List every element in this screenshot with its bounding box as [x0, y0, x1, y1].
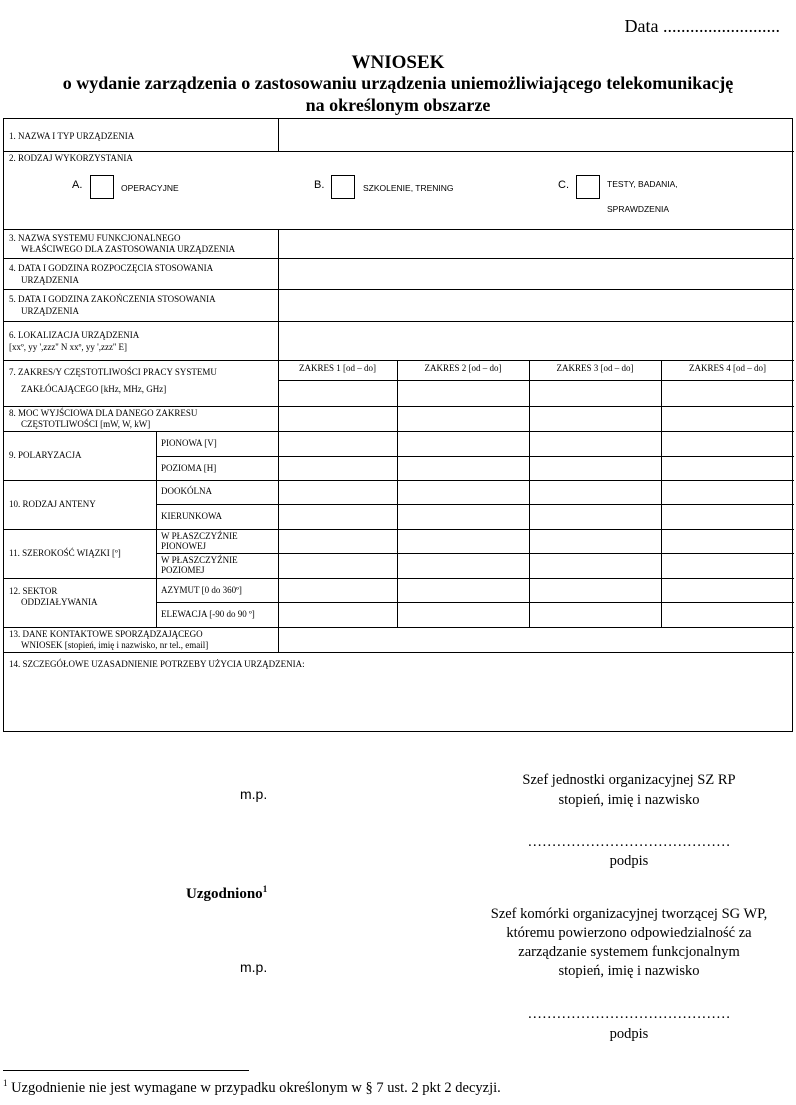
signatory1-title: Szef jednostki organizacyjnej SZ RP	[522, 772, 736, 788]
signatory2-title-line3: zarządzanie systemem funkcjonalnym	[518, 944, 740, 960]
option-c-letter: C.	[558, 179, 569, 191]
option-c-label-line1: TESTY, BADANIA,	[607, 179, 678, 189]
column-divider	[661, 360, 662, 627]
row-divider	[4, 321, 794, 322]
row5-label-line2: URZĄDZENIA	[21, 306, 79, 316]
option-a-label: OPERACYJNE	[121, 183, 179, 193]
row-divider	[4, 529, 794, 530]
row6-label-line2: [xxº, yy ',zzz'' N xxº, yy ',zzz'' E]	[9, 342, 128, 352]
signatory2-title-line1: Szef komórki organizacyjnej tworzącej SG WP,	[490, 906, 768, 922]
row12-azimuth-label: AZYMUT [0 do 360º]	[161, 585, 242, 595]
row-divider	[4, 406, 794, 407]
row-divider	[278, 380, 794, 381]
row12-label-line2: ODDZIAŁYWANIA	[21, 597, 98, 607]
signatory1-rank-name: stopień, imię i nazwisko	[558, 792, 700, 808]
row4-label-line1: 4. DATA I GODZINA ROZPOCZĘCIA STOSOWANIA	[9, 263, 214, 273]
row-divider	[4, 258, 794, 259]
signature-line-1: ……………………………………	[527, 834, 731, 850]
row3-label-line1: 3. NAZWA SYSTEMU FUNKCJONALNEGO	[9, 233, 181, 243]
zakres-2-header: ZAKRES 2 [od – do]	[424, 363, 502, 373]
row-divider	[4, 627, 794, 628]
signature-caption-2: podpis	[609, 1026, 649, 1042]
row-divider	[156, 504, 794, 505]
document-subtitle-line2: na określonym obszarze	[305, 95, 491, 115]
option-c-checkbox[interactable]	[576, 175, 600, 199]
column-divider	[529, 360, 530, 627]
agreed-heading: Uzgodniono$^1$	[186, 884, 268, 902]
row12-elevation-label: ELEWACJA [-90 do 90 º]	[161, 609, 255, 619]
row1-label: 1. NAZWA I TYP URZĄDZENIA	[9, 131, 135, 141]
row12-label-line1: 12. SEKTOR	[9, 586, 58, 596]
column-divider	[156, 431, 157, 627]
signature-caption-1: podpis	[609, 853, 649, 869]
option-b-checkbox[interactable]	[331, 175, 355, 199]
row7-label-line1: 7. ZAKRES/Y CZĘSTOTLIWOŚCI PRACY SYSTEMU	[9, 367, 217, 377]
row6-label-line1: 6. LOKALIZACJA URZĄDZENIA	[9, 330, 140, 340]
row-divider	[4, 289, 794, 290]
signatory2-rank-name: stopień, imię i nazwisko	[558, 963, 700, 979]
date-field-label: Data ..........................	[624, 16, 780, 36]
footnote: $^1$ Uzgodnienie nie jest wymagane w przypadku określonym w § 7 ust. 2 pkt 2 decyzji.	[3, 1078, 501, 1096]
option-a-checkbox[interactable]	[90, 175, 114, 199]
application-form-table	[3, 118, 793, 732]
signature-line-2: ……………………………………	[527, 1006, 731, 1022]
row13-label-line1: 13. DANE KONTAKTOWE SPORZĄDZAJĄCEGO	[9, 629, 203, 639]
option-a-letter: A.	[72, 179, 83, 191]
row5-label-line1: 5. DATA I GODZINA ZAKOŃCZENIA STOSOWANIA	[9, 294, 216, 304]
column-divider	[278, 119, 279, 151]
row7-label-line2: ZAKŁÓCAJĄCEGO [kHz, MHz, GHz]	[21, 384, 167, 394]
row-divider	[4, 431, 794, 432]
row11-vertical-label-line2: PIONOWEJ	[161, 541, 206, 551]
row11-horizontal-label-line2: POZIOMEJ	[161, 565, 205, 575]
row11-label: 11. SZEROKOŚĆ WIĄZKI [º]	[9, 548, 121, 558]
row2-label: 2. RODZAJ WYKORZYSTANIA	[9, 153, 133, 163]
row8-label-line2: CZĘSTOTLIWOŚCI [mW, W, kW]	[21, 419, 151, 429]
row-divider	[156, 553, 794, 554]
row14-label: 14. SZCZEGÓŁOWE UZASADNIENIE POTRZEBY UŻYCIA URZĄDZENIA:	[9, 659, 305, 669]
row9-label: 9. POLARYZACJA	[9, 450, 82, 460]
zakres-1-header: ZAKRES 1 [od – do]	[299, 363, 376, 373]
row4-label-line2: URZĄDZENIA	[21, 275, 79, 285]
document-title: WNIOSEK	[351, 52, 445, 73]
row11-vertical-label-line1: W PŁASZCZYŹNIE	[161, 531, 238, 541]
row3-label-line2: WŁAŚCIWEGO DLA ZASTOSOWANIA URZĄDZENIA	[21, 244, 236, 254]
option-b-letter: B.	[314, 179, 325, 191]
row-divider	[4, 480, 794, 481]
row9-horizontal-label: POZIOMA [H]	[161, 463, 217, 473]
stamp-placeholder-1: m.p.	[240, 786, 268, 802]
row-divider	[156, 456, 794, 457]
zakres-3-header: ZAKRES 3 [od – do]	[556, 363, 634, 373]
row-divider	[4, 229, 794, 230]
stamp-placeholder-2: m.p.	[240, 959, 268, 975]
row10-omni-label: DOOKÓLNA	[161, 486, 212, 496]
column-divider	[397, 360, 398, 627]
zakres-4-header: ZAKRES 4 [od – do]	[689, 363, 766, 373]
document-subtitle-line1: o wydanie zarządzenia o zastosowaniu urządzenia uniemożliwiającego telekomunikację	[62, 73, 734, 93]
row-divider	[4, 578, 794, 579]
row8-label-line1: 8. MOC WYJŚCIOWA DLA DANEGO ZAKRESU	[9, 408, 198, 418]
row11-horizontal-label-line1: W PŁASZCZYŹNIE	[161, 555, 238, 565]
option-b-label: SZKOLENIE, TRENING	[363, 183, 454, 193]
row-divider	[4, 151, 794, 152]
signatory2-title-line2: któremu powierzono odpowiedzialność za	[506, 925, 752, 941]
footnote-separator	[3, 1070, 249, 1071]
column-divider	[278, 229, 279, 652]
option-c-label-line2: SPRAWDZENIA	[607, 204, 670, 214]
row-divider	[4, 360, 794, 361]
row10-label: 10. RODZAJ ANTENY	[9, 499, 96, 509]
row-divider	[156, 602, 794, 603]
row10-directional-label: KIERUNKOWA	[161, 511, 222, 521]
row-divider	[4, 652, 794, 653]
row13-label-line2: WNIOSEK [stopień, imię i nazwisko, nr tel., email]	[21, 640, 209, 650]
row9-vertical-label: PIONOWA [V]	[161, 438, 217, 448]
